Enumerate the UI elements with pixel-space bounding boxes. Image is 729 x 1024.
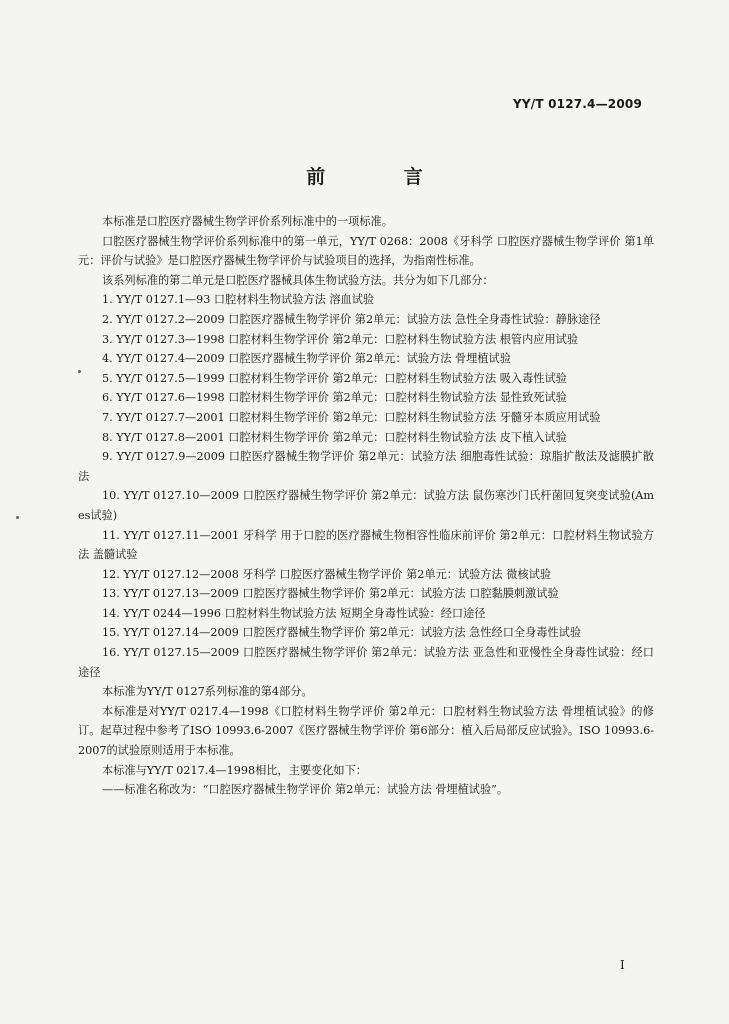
list-item: 13. YY/T 0127.13—2009 口腔医疗器械生物学评价 第2单元：试验方法 口腔黏膜刺激试验 bbox=[102, 587, 559, 601]
list-item: 5. YY/T 0127.5—1999 口腔材料生物学评价 第2单元：口腔材料生物试验方法 吸入毒性试验 bbox=[102, 371, 567, 385]
scan-speck bbox=[78, 370, 81, 373]
standard-number-header: YY/T 0127.4—2009 bbox=[512, 97, 642, 111]
list-item: 15. YY/T 0127.14—2009 口腔医疗器械生物学评价 第2单元：试验方法 急性经口全身毒性试验 bbox=[102, 626, 582, 640]
outro-paragraph: 本标准与YY/T 0217.4—1998相比，主要变化如下： bbox=[102, 763, 367, 777]
list-item: 16. YY/T 0127.15—2009 口腔医疗器械生物学评价 第2单元：试验方法 亚急性和亚慢性全身毒性试验：经口途径 bbox=[78, 646, 654, 679]
list-item: 10. YY/T 0127.10—2009 口腔医疗器械生物学评价 第2单元：试验方法 鼠伤寒沙门氏杆菌回复突变试验(Ames试验) bbox=[78, 489, 654, 522]
list-item: 12. YY/T 0127.12—2008 牙科学 口腔医疗器械生物学评价 第2单元：试验方法 微核试验 bbox=[102, 567, 552, 581]
list-item: 6. YY/T 0127.6—1998 口腔材料生物学评价 第2单元：口腔材料生物试验方法 显性致死试验 bbox=[102, 391, 567, 405]
intro-paragraph: 该系列标准的第二单元是口腔医疗器械具体生物试验方法。共分为如下几部分： bbox=[102, 273, 494, 287]
intro-paragraph: 本标准是口腔医疗器械生物学评价系列标准中的一项标准。 bbox=[102, 215, 393, 228]
outro-paragraph: 本标准为YY/T 0127系列标准的第4部分。 bbox=[102, 685, 313, 699]
outro-paragraph: 本标准是对YY/T 0217.4—1998《口腔材料生物学评价 第2单元：口腔材料生物试验方法 骨埋植试验》的修订。起草过程中参考了ISO 10993.6-2007《医疗器械生物学评价 第6部分：植入后局部反应试验》。ISO 10993.6-2007的试验原则适用于本标准。 bbox=[78, 704, 654, 758]
change-item: ——标准名称改为：“口腔医疗器械生物学评价 第2单元：试验方法 骨埋植试验”。 bbox=[102, 783, 509, 797]
document-body bbox=[78, 212, 654, 800]
list-item: 3. YY/T 0127.3—1998 口腔材料生物学评价 第2单元：口腔材料生物试验方法 根管内应用试验 bbox=[102, 332, 579, 346]
list-item: 4. YY/T 0127.4—2009 口腔医疗器械生物学评价 第2单元：试验方法 骨埋植试验 bbox=[102, 352, 511, 366]
page-number: I bbox=[620, 958, 625, 972]
scan-speck bbox=[16, 516, 19, 519]
page-title: 前 言 bbox=[306, 166, 459, 188]
list-item: 7. YY/T 0127.7—2001 口腔材料生物学评价 第2单元：口腔材料生物试验方法 牙髓牙本质应用试验 bbox=[102, 410, 601, 424]
list-item: 9. YY/T 0127.9—2009 口腔医疗器械生物学评价 第2单元：试验方法 细胞毒性试验：琼脂扩散法及滤膜扩散法 bbox=[78, 450, 654, 483]
list-item: 11. YY/T 0127.11—2001 牙科学 用于口腔的医疗器械生物相容性临床前评价 第2单元：口腔材料生物试验方法 盖髓试验 bbox=[78, 528, 654, 562]
list-item: 14. YY/T 0244—1996 口腔材料生物试验方法 短期全身毒性试验：经口途径 bbox=[102, 606, 486, 620]
list-item: 1. YY/T 0127.1—93 口腔材料生物试验方法 溶血试验 bbox=[102, 293, 375, 307]
list-item: 8. YY/T 0127.8—2001 口腔材料生物学评价 第2单元：口腔材料生物试验方法 皮下植入试验 bbox=[102, 430, 567, 444]
list-item: 2. YY/T 0127.2—2009 口腔医疗器械生物学评价 第2单元：试验方法 急性全身毒性试验：静脉途径 bbox=[102, 312, 601, 326]
intro-paragraph: 口腔医疗器械生物学评价系列标准中的第一单元，YY/T 0268：2008《牙科学 口腔医疗器械生物学评价 第1单元：评价与试验》是口腔医疗器械生物学评价与试验项目的选择，为指南性标准。 bbox=[78, 234, 654, 268]
